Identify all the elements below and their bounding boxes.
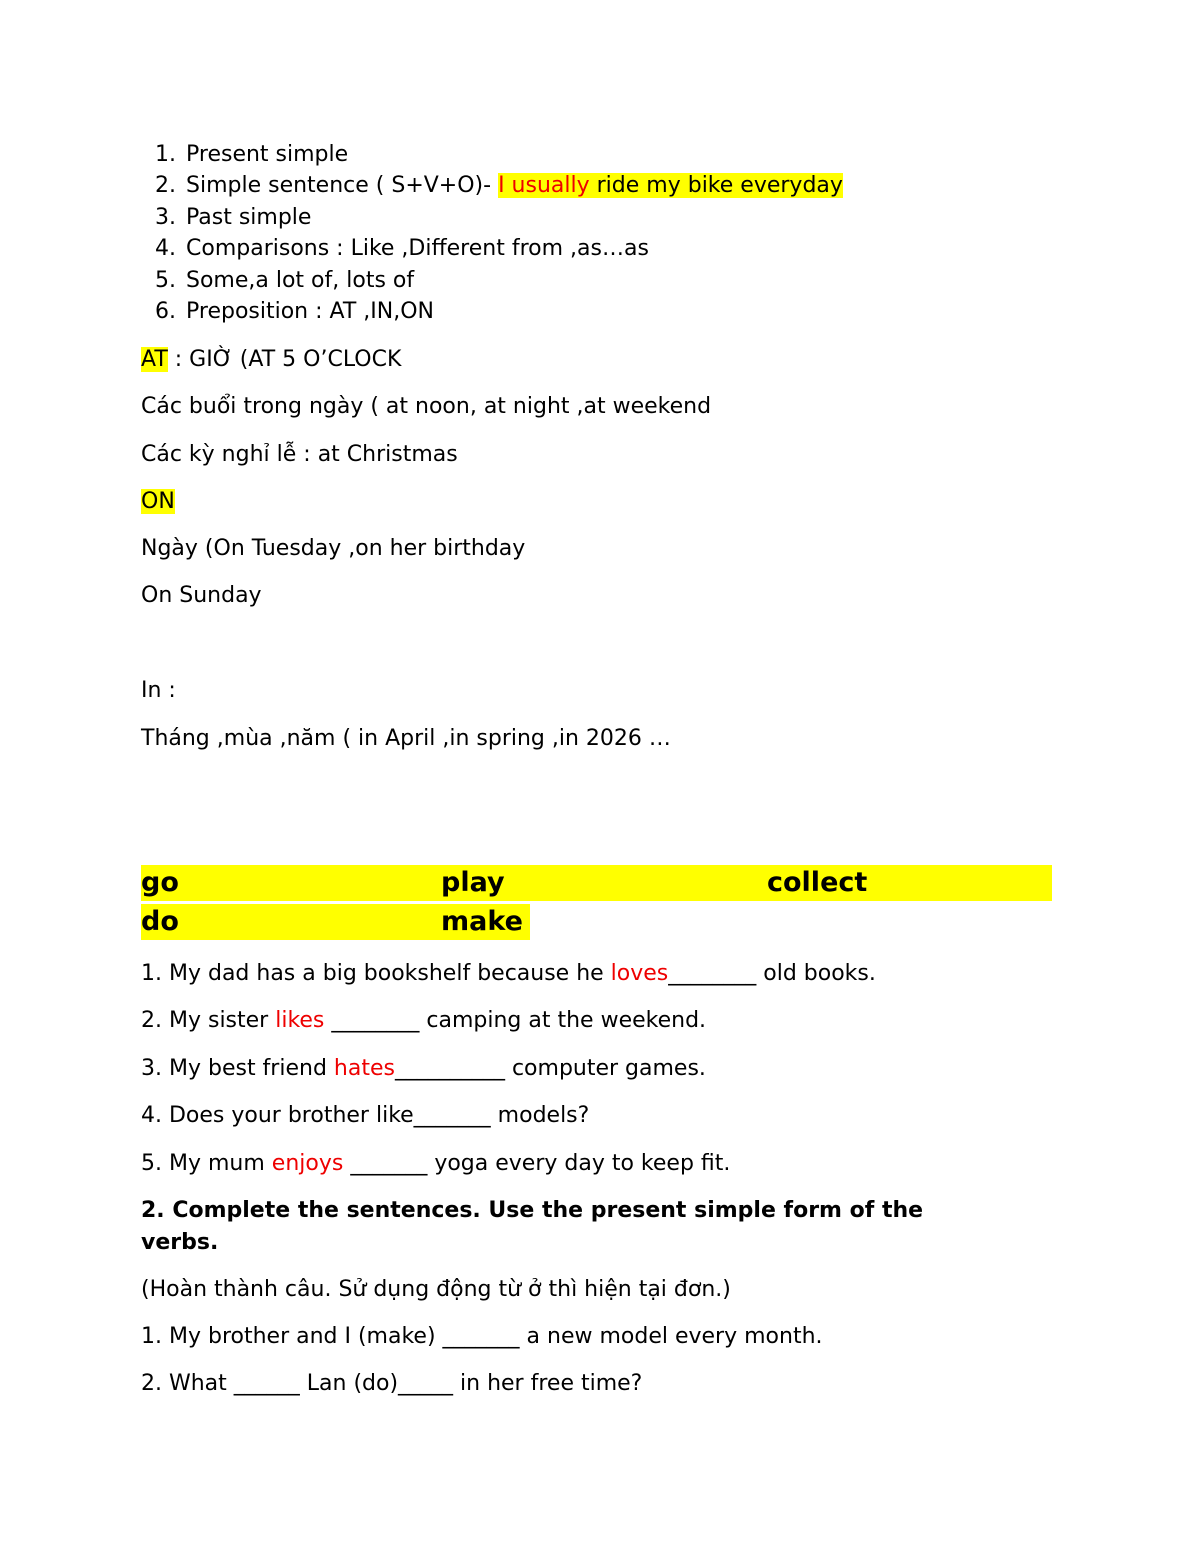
list-text: Present simple — [186, 142, 349, 167]
word-bank-row-2 — [141, 904, 1052, 940]
sentence-end: ________ old books. — [668, 961, 876, 986]
word-bank-word: play — [441, 867, 505, 898]
exercise-1-item — [141, 1007, 706, 1035]
highlighted-red-text: I usually — [498, 173, 590, 198]
list-text: Simple sentence ( S+V+O)- — [186, 173, 499, 198]
word-bank-row-1 — [141, 865, 1052, 901]
sentence-end: ________ camping at the weekend. — [324, 1008, 707, 1033]
list-number: 3. — [155, 205, 176, 230]
sentence-start: 5. My mum — [141, 1151, 272, 1176]
at-line-3: Các kỳ nghỉ lễ : at Christmas — [141, 442, 458, 467]
exercise-2-title-line-1: 2. Complete the sentences. Use the present simple form of the — [141, 1198, 924, 1223]
verb-highlight: loves — [610, 961, 669, 986]
exercise-2-item: 1. My brother and I (make) _______ a new model every month. — [141, 1324, 823, 1349]
exercise-2-title-line-2: verbs. — [141, 1230, 219, 1255]
list-number: 6. — [155, 299, 176, 324]
sentence-start: 3. My best friend — [141, 1056, 334, 1081]
exercise-1-item — [141, 960, 876, 988]
sentence-start: 2. My sister — [141, 1008, 276, 1033]
list-item — [140, 204, 311, 232]
list-item — [140, 298, 434, 326]
verb-highlight: hates — [333, 1056, 395, 1081]
on-heading-line — [141, 488, 175, 516]
exercise-2-item: 2. What ______ Lan (do)_____ in her free time? — [141, 1371, 643, 1396]
on-line-2: On Sunday — [141, 583, 262, 608]
list-number: 2. — [155, 173, 176, 198]
at-line-1: : GIỜ (AT 5 O’CLOCK — [167, 347, 402, 372]
sentence-end: __________ computer games. — [394, 1056, 706, 1081]
word-bank-word: do — [141, 906, 179, 937]
sentence-start: 4. Does your brother like_______ models? — [141, 1103, 590, 1128]
highlighted-text: ride my bike everyday — [589, 173, 843, 198]
list-item — [140, 172, 843, 200]
in-line-1: Tháng ,mùa ,năm ( in April ,in spring ,in 2026 … — [141, 726, 671, 751]
exercise-2-translation: (Hoàn thành câu. Sử dụng động từ ở thì hiện tại đơn.) — [141, 1277, 731, 1302]
at-line-2: Các buổi trong ngày ( at noon, at night ,at weekend — [141, 394, 712, 419]
list-text: Preposition : AT ,IN,ON — [186, 299, 434, 324]
in-label: In : — [141, 678, 176, 703]
list-text: Past simple — [186, 205, 312, 230]
on-label: ON — [141, 489, 175, 514]
list-number: 1. — [155, 142, 176, 167]
list-text: Some,a lot of, lots of — [186, 268, 415, 293]
word-bank-word: make — [441, 906, 523, 937]
word-bank-word: collect — [767, 867, 868, 898]
exercise-1-item — [141, 1150, 730, 1178]
list-text: Comparisons : Like ,Different from ,as…as — [186, 236, 649, 261]
list-item — [140, 267, 414, 295]
word-bank-word: go — [141, 867, 179, 898]
list-number: 5. — [155, 268, 176, 293]
on-line-1: Ngày (On Tuesday ,on her birthday — [141, 536, 526, 561]
at-heading-line — [141, 346, 401, 374]
exercise-1-item — [141, 1102, 589, 1130]
exercise-1-item — [141, 1055, 706, 1083]
list-item — [140, 235, 649, 263]
list-item — [140, 141, 348, 169]
at-label: AT — [141, 347, 168, 372]
list-number: 4. — [155, 236, 176, 261]
word-bank-highlight — [141, 865, 1052, 901]
verb-highlight: likes — [275, 1008, 325, 1033]
sentence-end: _______ yoga every day to keep fit. — [343, 1151, 731, 1176]
verb-highlight: enjoys — [271, 1151, 344, 1176]
sentence-start: 1. My dad has a big bookshelf because he — [141, 961, 611, 986]
